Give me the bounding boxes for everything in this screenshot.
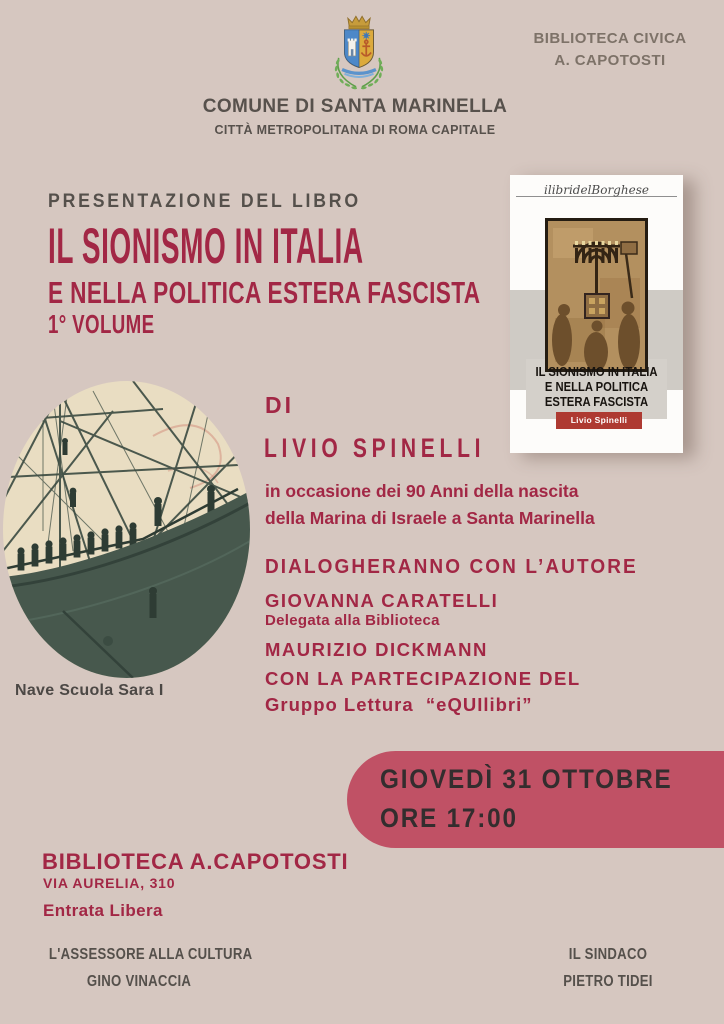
publisher-script: ilibridelBorghese [544,183,649,197]
credit-right-role: IL SINDACO [568,946,648,963]
coat-of-arms-icon [330,13,388,95]
occasion-line2: della Marina di Israele a Santa Marinella [265,508,595,528]
event-date-banner [347,751,724,848]
sailing-ship-image [3,381,250,678]
ship-photo [3,381,250,678]
by-label: DI [265,392,294,418]
cover-author-band: Livio Spinelli [556,412,642,429]
ship-caption: Nave Scuola Sara I [15,682,164,699]
author-name: LIVIO SPINELLI [264,433,486,463]
library-name-line1: BIBLIOTECA CIVICA [533,30,687,47]
speaker1-role: Delegata alla Biblioteca [265,612,440,629]
cover-title [519,365,675,410]
participation-line: CON LA PARTECIPAZIONE DEL [265,668,581,689]
credit-left [33,946,253,991]
cover-title-line1: IL SIONISMO IN ITALIA [535,365,658,379]
event-time: ORE 17:00 [380,803,518,833]
venue-address: VIA AURELIA, 310 [43,875,176,891]
credit-left-role: L'ASSESSORE ALLA CULTURA [48,946,253,963]
municipality-block [155,96,555,137]
book-title-line3: 1° VOLUME [48,309,155,339]
venue-name: BIBLIOTECA A.CAPOTOSTI [42,849,349,874]
occasion-line1: in occasione dei 90 Anni della nascita [265,481,579,501]
menorah-relief-image [545,218,648,372]
event-date: GIOVEDÌ 31 OTTOBRE [380,764,673,794]
kicker-presentazione: PRESENTAZIONE DEL LIBRO [48,191,361,212]
book-title-line1: IL SIONISMO IN ITALIA [48,218,364,274]
metro-line: CITTÀ METROPOLITANA DI ROMA CAPITALE [214,123,496,137]
credit-right-name: PIETRO TIDEI [563,973,653,990]
speaker2-name: MAURIZIO DICKMANN [265,639,488,660]
book-title-line2: E NELLA POLITICA ESTERA FASCISTA [48,275,481,310]
speaker1-name: GIOVANNA CARATELLI [265,590,499,611]
library-name-line2: A. CAPOTOSTI [554,52,666,69]
cover-title-line2: E NELLA POLITICA [544,380,649,394]
speakers-heading: DIALOGHERANNO CON L’AUTORE [265,556,638,578]
credit-right [502,946,714,991]
library-header-block [520,30,700,69]
reading-group-line: Gruppo Lettura “eQUIlibri” [265,694,533,715]
book-cover [510,175,683,453]
municipality-name: COMUNE DI SANTA MARINELLA [202,96,508,117]
cover-title-line3: ESTERA FASCISTA [544,395,649,409]
admission-note: Entrata Libera [43,901,163,920]
credit-left-name: GINO VINACCIA [86,973,192,990]
